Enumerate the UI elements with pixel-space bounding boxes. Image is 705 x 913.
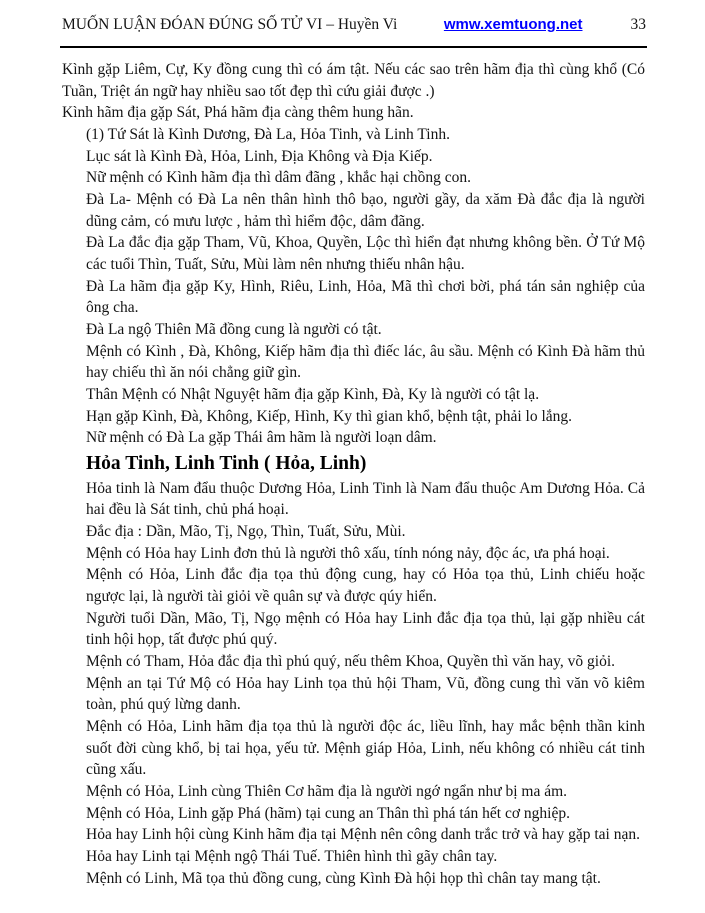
paragraph: Nữ mệnh có Kình hãm địa thì dâm đãng , khắc hại chồng con. — [86, 169, 472, 187]
paragraph: Đà La ngộ Thiên Mã đồng cung là người có tật. — [86, 320, 382, 338]
paragraph: Kình hãm địa gặp Sát, Phá hãm địa càng thêm hung hãn. — [62, 104, 414, 122]
paragraph: Nữ mệnh có Đà La gặp Thái âm hãm là người loạn dâm. — [86, 429, 437, 447]
paragraph: Mệnh có Hỏa, Linh gặp Phá (hãm) tại cung an Thân thì phá tán hết cơ nghiệp. — [86, 804, 570, 822]
paragraph: Mệnh có Kình , Đà, Không, Kiếp hãm địa thì điếc lác, âu sầu. Mệnh có Kình Đà hãm thủ hay chiếu thì ăn nói chẳng giữ gìn. — [86, 342, 645, 382]
paragraph: Hạn gặp Kình, Đà, Không, Kiếp, Hình, Ky thì gian khổ, bệnh tật, phải lo lắng. — [86, 407, 573, 425]
document-body — [62, 59, 645, 889]
paragraph: Đắc địa : Dần, Mão, Tị, Ngọ, Thìn, Tuất, Sửu, Mùi. — [86, 523, 406, 541]
paragraph: Kình gặp Liêm, Cự, Ky đồng cung thì có ám tật. Nếu các sao trên hãm địa thì cùng khổ (Có Tuần, Triệt án ngữ hay nhiều sao tốt đẹp thì cứu giải được .) — [62, 61, 645, 100]
paragraph: Mệnh có Hỏa, Linh hãm địa tọa thủ là người độc ác, liều lĩnh, hay mắc bệnh thần kinh suốt đời cùng khổ, bị tai họa, yếu tử. Mệnh giáp Hỏa, Linh, nếu không có nhiều cát tinh cũng xấu. — [86, 718, 645, 779]
paragraph: Mệnh có Hỏa, Linh cùng Thiên Cơ hãm địa là người ngớ ngẩn như bị ma ám. — [86, 783, 568, 800]
paragraph: Mệnh có Linh, Mã tọa thủ đồng cung, cùng Kình Đà hội họp thì chân tay mang tật. — [86, 869, 601, 887]
paragraph: Thân Mệnh có Nhật Nguyệt hãm địa gặp Kình, Đà, Ky là người có tật lạ. — [86, 385, 540, 403]
paragraph: Mệnh an tại Tứ Mộ có Hỏa hay Linh tọa thủ hội Tham, Vũ, đồng cung thì văn võ kiêm toàn, phú quý lừng danh. — [86, 674, 645, 714]
running-title: MUỐN LUẬN ĐÓAN ĐÚNG SỐ TỬ VI – Huyền Vi — [62, 16, 398, 33]
paragraph: Mệnh có Hỏa hay Linh đơn thủ là người thô xấu, tính nóng nảy, độc ác, ưa phá hoại. — [86, 544, 610, 562]
paragraph: Mệnh có Tham, Hỏa đắc địa thì phú quý, nếu thêm Khoa, Quyền thì văn hay, võ giỏi. — [86, 653, 616, 671]
paragraph: Đà La hãm địa gặp Ky, Hình, Riêu, Linh, Hỏa, Mã thì chơi bời, phá tán sản nghiệp của ông cha. — [86, 277, 645, 317]
paragraph: Lục sát là Kình Đà, Hỏa, Linh, Địa Không và Địa Kiếp. — [86, 147, 433, 165]
paragraph: Hỏa hay Linh hội cùng Kinh hãm địa tại Mệnh nên công danh trắc trở và hay gặp tai nạn. — [86, 826, 640, 844]
paragraph: Hỏa tinh là Nam đẩu thuộc Dương Hỏa, Linh Tinh là Nam đẩu thuộc Am Dương Hỏa. Cả hai đều là Sát tinh, chủ phá hoại. — [86, 479, 645, 519]
paragraph: Đà La- Mệnh có Đà La nên thân hình thô bạo, người gầy, da xăm Đà đắc địa là người dũng cảm, có mưu lược , hảm thì hiểm độc, dâm đãng. — [86, 190, 645, 230]
paragraph: (1) Tứ Sát là Kình Dương, Đà La, Hỏa Tinh, và Linh Tinh. — [86, 125, 450, 143]
paragraph: Đà La đắc địa gặp Tham, Vũ, Khoa, Quyền, Lộc thì hiển đạt nhưng không bền. Ở Tứ Mộ các tuổi Thìn, Tuất, Sửu, Mùi làm nên nhưng thiếu nhân hậu. — [86, 234, 645, 273]
paragraph: Hỏa hay Linh tại Mệnh ngộ Thái Tuế. Thiên hình thì gãy chân tay. — [86, 847, 498, 865]
paragraph: Người tuổi Dần, Mão, Tị, Ngọ mệnh có Hỏa hay Linh đắc địa tọa thủ, lại gặp nhiều cát tinh hội họp, tất được phú quý. — [86, 609, 645, 649]
website-link[interactable]: wmw.xemtuong.net — [443, 16, 583, 33]
page-number: 33 — [630, 16, 646, 33]
paragraph: Mệnh có Hỏa, Linh đắc địa tọa thủ động cung, hay có Hỏa tọa thủ, Linh chiếu hoặc ngược lại, là người tài giỏi về quân sự và được qúy hiển. — [86, 566, 645, 606]
header-divider — [60, 46, 647, 48]
page-header — [62, 16, 646, 34]
section-heading: Hỏa Tinh, Linh Tinh ( Hỏa, Linh) — [86, 452, 367, 474]
